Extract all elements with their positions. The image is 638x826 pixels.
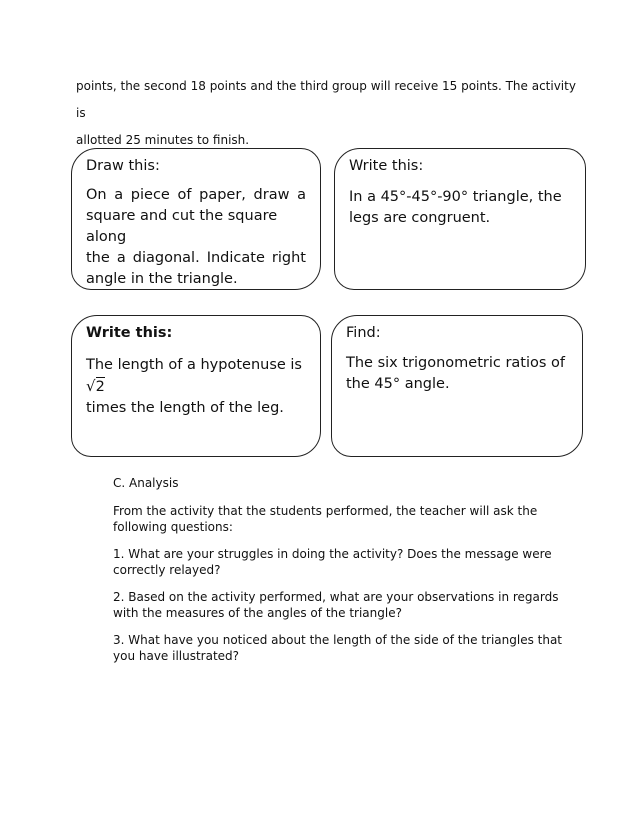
draw-this-line-1: On a piece of paper, draw a — [86, 187, 306, 203]
draw-this-heading: Draw this: — [86, 158, 160, 174]
analysis-heading: C. Analysis — [113, 476, 179, 490]
find-heading: Find: — [346, 325, 381, 341]
radicand: 2 — [95, 379, 105, 395]
intro-line-1: points, the second 18 points and the third group will receive 15 points. The activity is — [76, 79, 576, 120]
question-2: 2. Based on the activity performed, what are your observations in regards with the measures of the angles of the triangle? — [113, 590, 559, 620]
find-line-2: the 45° angle. — [346, 376, 450, 392]
hypotenuse-text: The length of a hypotenuse is — [86, 357, 302, 373]
write-this-heading-bold: Write this: — [86, 325, 173, 341]
draw-this-line-2: square and cut the square along — [86, 208, 278, 245]
find-card — [331, 315, 583, 457]
question-1: 1. What are your struggles in doing the activity? Does the message were correctly relayed? — [113, 547, 552, 577]
find-body — [346, 353, 568, 395]
write-this-heading: Write this: — [349, 158, 424, 174]
draw-this-body — [86, 185, 306, 290]
hypotenuse-body — [86, 355, 306, 419]
write-this-card-congruent-legs — [334, 148, 586, 290]
write-this-line-2: legs are congruent. — [349, 210, 491, 226]
intro-line-2: allotted 25 minutes to finish. — [76, 133, 250, 147]
hypotenuse-line-2: times the length of the leg. — [86, 400, 284, 416]
analysis-intro: From the activity that the students performed, the teacher will ask the following questions: — [113, 504, 538, 534]
question-3: 3. What have you noticed about the length of the side of the triangles that you have illustrated? — [113, 633, 563, 663]
draw-this-card — [71, 148, 321, 290]
draw-this-line-4: angle in the triangle. — [86, 271, 238, 287]
write-this-card-hypotenuse — [71, 315, 321, 457]
analysis-section — [113, 475, 563, 675]
radical-sign: √ — [86, 377, 96, 395]
find-line-1: The six trigonometric ratios of — [346, 355, 566, 371]
write-this-line-1: In a 45°-45°-90° triangle, the — [349, 189, 562, 205]
write-this-body — [349, 187, 571, 229]
draw-this-line-3: the a diagonal. Indicate right — [86, 250, 306, 266]
square-root-two — [86, 379, 105, 395]
hypotenuse-line-1 — [86, 355, 306, 398]
intro-paragraph — [76, 73, 576, 154]
